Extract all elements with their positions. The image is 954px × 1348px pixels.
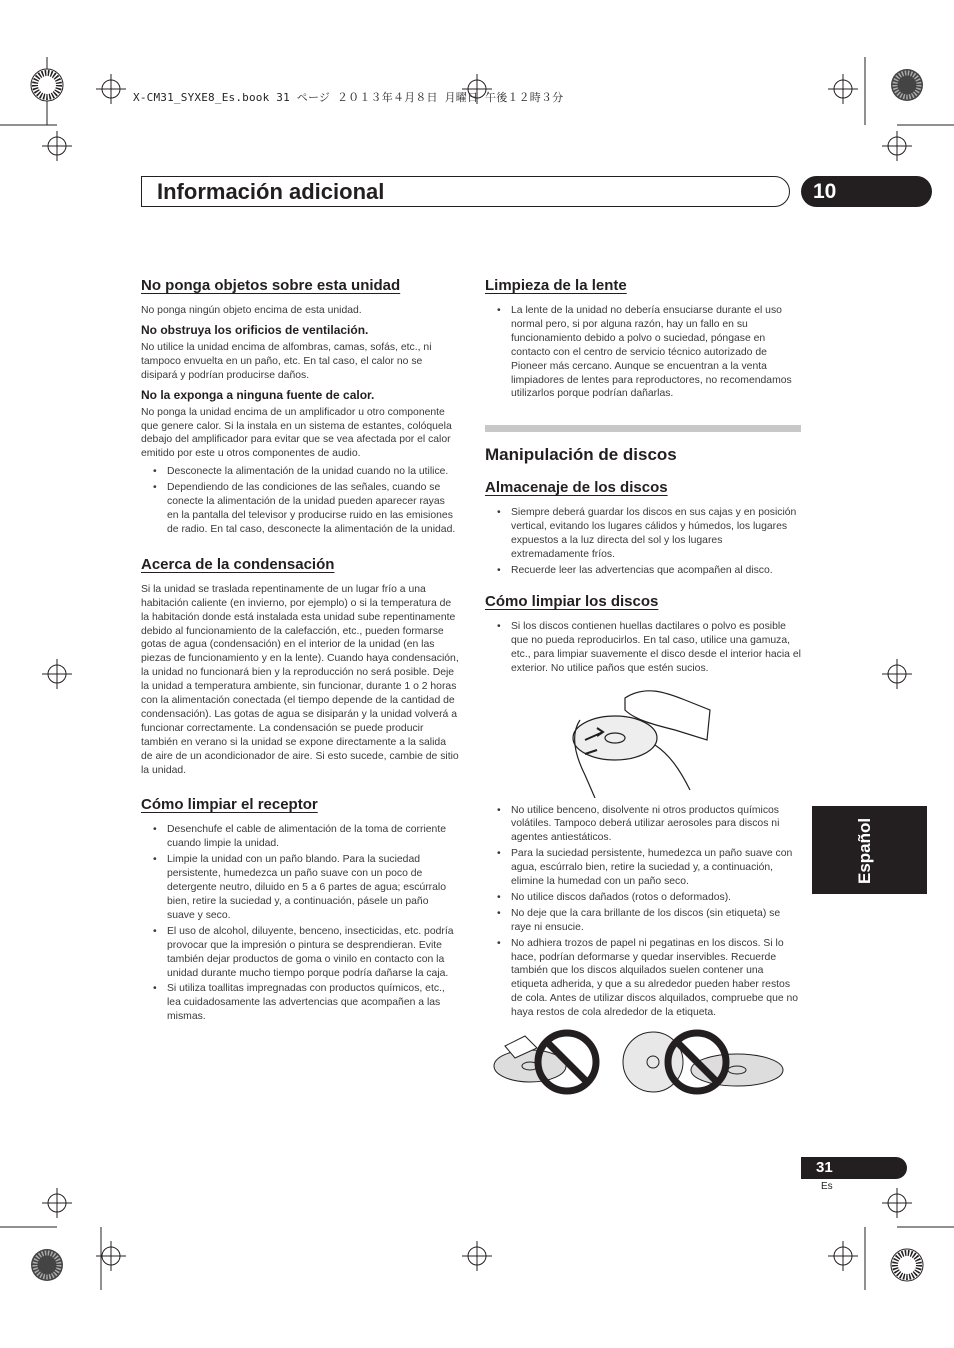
section-lens: [485, 276, 803, 401]
chapter-title: Información adicional: [157, 179, 385, 204]
section-cleaning-receiver: [141, 795, 459, 1024]
page-language-code: Es: [821, 1181, 833, 1192]
list-item: • Desenchufe el cable de alimentación de la toma de corriente cuando limpie la unidad.: [141, 823, 459, 851]
section-heading: Cómo limpiar el receptor: [141, 796, 318, 814]
list-item: • La lente de la unidad no debería ensuciarse durante el uso normal pero, si por alguna razón, hay un fallo en su funcionamiento debido a polvo o suciedad, póngase en contacto con el centro de servicio técnico autorizado de Pioneer más cercano. Aunque se encuentran a la venta limpiadores de lentes para reproductores, no recomendamos utilizarlos porque podrían dañarlas.: [485, 304, 803, 401]
disc-cleaning-illustration: [485, 680, 803, 798]
language-tab-label: Español: [855, 817, 874, 884]
chapter-number: 10: [801, 176, 932, 207]
section-divider: [485, 425, 801, 432]
list-item: • Recuerde leer las advertencias que acompañen al disco.: [485, 564, 803, 578]
section-cleaning-discs: [485, 592, 803, 1098]
list-item: • No deje que la cara brillante de los discos (sin etiqueta) se raye ni ensucie.: [485, 907, 803, 935]
list-item: • Para la suciedad persistente, humedezca un paño suave con agua, escúrralo bien, retire la suciedad y, a continuación, elimine la humedad con un paño seco.: [485, 847, 803, 889]
list-item: • Limpie la unidad con un paño blando. Para la suciedad persistente, humedezca un paño suave con un poco de detergente neutro, diluido en 5 a 6 partes de agua; escúrralo bien, retire la suciedad y, a continuación, pásele un paño suave y seco.: [141, 853, 459, 923]
bullet-list: [485, 804, 803, 1021]
section-storage: [485, 478, 803, 578]
bullet-list: [485, 506, 803, 578]
section-heading: Limpieza de la lente: [485, 277, 627, 294]
list-item: • Si los discos contienen huellas dactilares o polvo es posible que no pueda reproducirlos. En tal caso, utilice una gamuza, etc., para limpiar suavemente el disco desde el interior hacia el exterior. No utilice paños que estén sucios.: [485, 620, 803, 676]
section-objects: [141, 276, 459, 537]
list-item: • Dependiendo de las condiciones de las señales, cuando se conecte la alimentación de la unidad pueden aparecer rayas en la pantalla del televisor y producirse ruido en las emisiones de radio. En tal caso, desconecte la alimentación de la unidad.: [141, 481, 459, 537]
page-number: 31: [801, 1157, 907, 1179]
section-heading: Almacenaje de los discos: [485, 479, 668, 497]
print-header: X-CM31_SYXE8_Es.book 31 ページ ２０１３年４月８日 月曜日 午後１２時３分: [133, 91, 564, 104]
subheading: No obstruya los orificios de ventilación.: [141, 322, 369, 337]
list-item: • Desconecte la alimentación de la unidad cuando no la utilice.: [141, 465, 459, 479]
bullet-list: [141, 465, 459, 537]
disc-prohibited-illustrations: [485, 1026, 803, 1098]
paragraph: No ponga la unidad encima de un amplificador u otro componente que genere calor. Si la instala en un sistema de estantes, colóquela debajo del amplificador para evitar que se vea afectada por el calor emitido por este u otros componentes de audio.: [141, 406, 452, 460]
section-condensation: [141, 555, 459, 778]
list-item: • Siempre deberá guardar los discos en sus cajas y en posición vertical, evitando los lugares cálidos y húmedos, los lugares expuestos a la luz directa del sol y los lugares extremadamente fríos.: [485, 506, 803, 562]
bullet-list: [485, 304, 803, 401]
left-column: [141, 276, 459, 1038]
right-column: [485, 276, 803, 1098]
paragraph: No utilice la unidad encima de alfombras, camas, sofás, etc., ni tampoco envuelta en un paño, etc. En tal caso, el calor no se disipará y podrían producirse daños.: [141, 341, 432, 381]
list-item: • El uso de alcohol, diluyente, benceno, insecticidas, etc. podría provocar que la impresión o pintura se desprendieran. Evite también dejar productos de goma o vinilo en contacto con la unidad durante mucho tiempo porque podría dañarse la caja.: [141, 925, 459, 981]
paragraph: No ponga ningún objeto encima de esta unidad.: [141, 305, 362, 316]
language-tab: [812, 806, 927, 894]
section-main-heading: Manipulación de discos: [485, 445, 677, 465]
list-item: • No adhiera trozos de papel ni pegatinas en los discos. Si lo hace, podrían deformarse y quedar inservibles. Recuerde también que los discos alquilados suelen contener una etiqueta adherida, y que a su alrededor pueden haber restos de cola. Antes de utilizar discos alquilados, compruebe que no haya restos de cola alrededor de la etiqueta.: [485, 937, 803, 1020]
list-item: • No utilice discos dañados (rotos o deformados).: [485, 891, 803, 905]
section-heading: No ponga objetos sobre esta unidad: [141, 277, 401, 294]
subheading: No la exponga a ninguna fuente de calor.: [141, 387, 375, 402]
section-heading: Cómo limpiar los discos: [485, 592, 659, 610]
section-heading: Acerca de la condensación: [141, 555, 335, 573]
list-item: • No utilice benceno, disolvente ni otros productos químicos volátiles. Tampoco deberá utilizar aerosoles para discos ni agentes antiestáticos.: [485, 804, 803, 846]
bullet-list: [485, 620, 803, 676]
paragraph: Si la unidad se traslada repentinamente de un lugar frío a una habitación caliente (en invierno, por ejemplo) o si la temperatura de la habitación donde está instalada esta unidad sube repentinamente debido al funcionamiento de la calefacción, etc., pueden formarse gotas de agua (condensación) en el interior de la unidad (en las piezas de funcionamiento y en la lente). Cuando haya condensación, la unidad no funcionará bien y la reproducción no será posible. Deje la unidad a temperatura ambiente, sin funcionar, durante 1 o 2 horas con la alimentación conectada (el tiempo depende de la cantidad de condensación). Las gotas de agua se disiparán y la unidad volverá a funcionar correctamente. La condensación se puede producir también en verano si la unidad se expone directamente a la salida de aire de un acondicionador de aire. Si esto sucede, cambie de sitio la unidad.: [141, 583, 459, 776]
list-item: • Si utiliza toallitas impregnadas con productos químicos, etc., lea cuidadosamente las advertencias que acompañen a las mismas.: [141, 982, 459, 1024]
bullet-list: [141, 823, 459, 1024]
